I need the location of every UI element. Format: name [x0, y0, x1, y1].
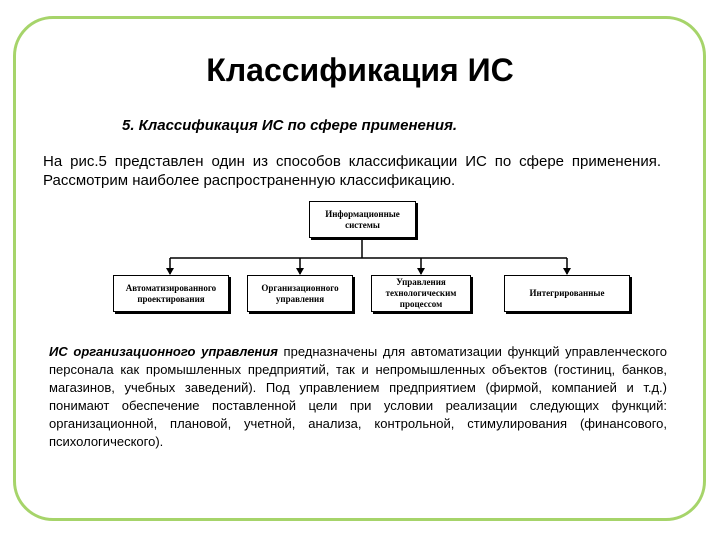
diagram-child-label-2: Организационного управления — [261, 282, 339, 304]
diagram-child-label-1: Автоматизированного проектирования — [125, 282, 217, 304]
diagram-root-label: Информационные системы — [325, 208, 400, 230]
diagram-child-box-1 — [113, 275, 229, 312]
diagram-root-box — [309, 201, 416, 238]
description-text: предназначены для автоматизации функций управленческого персонала как промышленных предприятий, так и непромышленных объектов (гостиниц, банков, магазинов, учебных заведений). Под управлением предприятием (фирмой, компанией и т.д.) понимают обеспечение поставленной цели при условии реализации следующих функций: организационной, плановой, учетной, анализа, контрольной, стимулирования (финансового, психологического). — [49, 344, 668, 449]
diagram-child-box-3 — [371, 275, 471, 312]
diagram-child-box-4 — [504, 275, 630, 312]
section-subtitle: 5. Классификация ИС по сфере применения. — [122, 117, 458, 134]
description-paragraph — [49, 343, 667, 451]
description-term: ИС организационного управления — [49, 344, 278, 359]
diagram-child-box-2 — [247, 275, 353, 312]
slide-title: Классификация ИС — [206, 52, 514, 88]
intro-paragraph: На рис.5 представлен один из способов классификации ИС по сфере применения. Рассмотрим наиболее распространенную классификацию. — [43, 153, 661, 189]
diagram-child-label-4: Интегрированные — [529, 288, 605, 298]
diagram-child-label-3: Управления технологическим процессом — [385, 277, 457, 309]
